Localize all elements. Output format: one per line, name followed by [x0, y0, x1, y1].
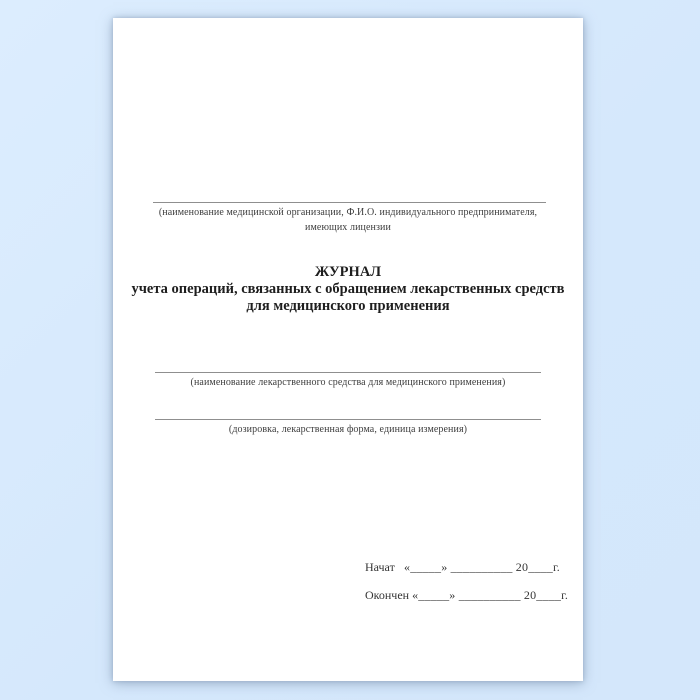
dosage-caption: (дозировка, лекарственная форма, единица измерения) — [228, 424, 468, 435]
journal-title — [113, 264, 583, 315]
drug-name-caption: (наименование лекарственного средства для медицинского применения) — [190, 377, 506, 388]
organization-caption-line1: (наименование медицинской организации, Ф.И.О. индивидуального предпринимателя, — [158, 207, 538, 218]
start-date-row — [365, 559, 568, 575]
journal-title-line3: для медицинского применения — [246, 298, 450, 314]
start-date-blanks: «_____» __________ 20____г. — [404, 560, 560, 574]
journal-title-line2: учета операций, связанных с обращением лекарственных средств — [131, 281, 565, 297]
organization-name-caption — [113, 205, 583, 235]
end-date-row — [365, 587, 568, 603]
end-date-label: Окончен — [365, 588, 410, 602]
start-date-label: Начат — [365, 560, 395, 574]
organization-name-fill-line — [153, 202, 546, 203]
end-date-blanks: «_____» __________ 20____г. — [412, 588, 569, 602]
journal-title-line1: ЖУРНАЛ — [314, 264, 382, 280]
organization-caption-line2: имеющих лицензии — [305, 222, 391, 233]
journal-cover-page — [113, 18, 583, 681]
dosage-fill-line — [155, 419, 541, 420]
start-end-dates-block — [365, 559, 568, 615]
drug-name-fill-line — [155, 372, 541, 373]
